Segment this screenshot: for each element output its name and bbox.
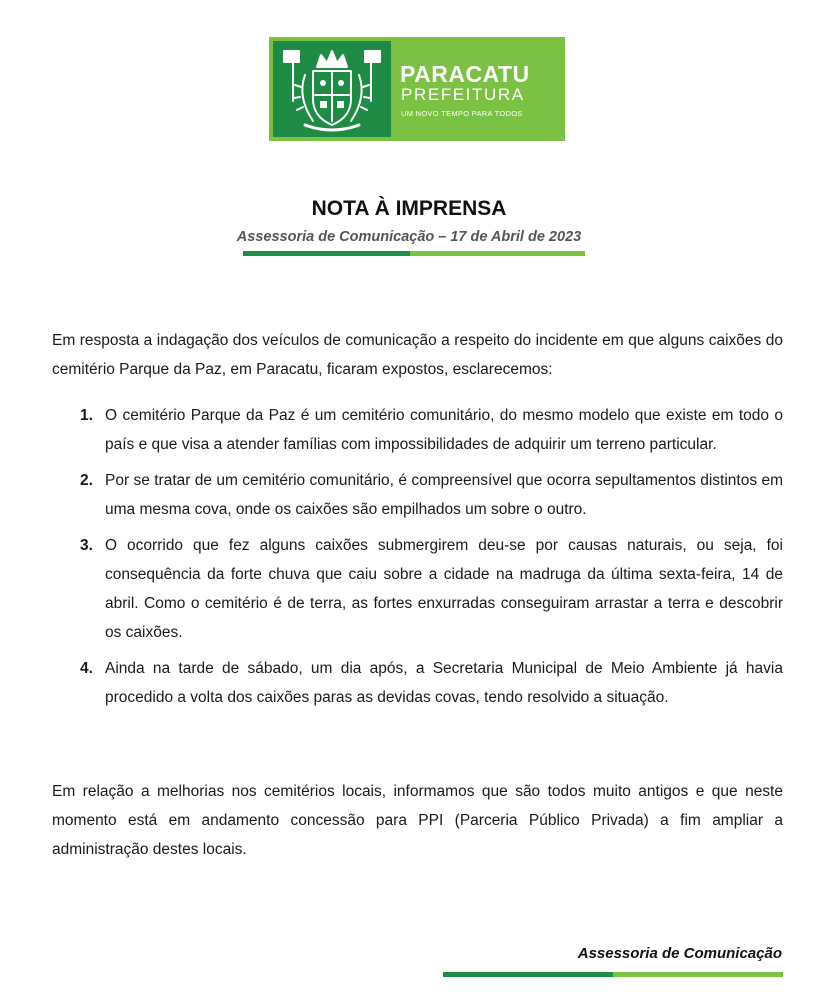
list-item [80, 654, 783, 712]
list-item-text: O cemitério Parque da Paz é um cemitério comunitário, do mesmo modelo que existe em todo o país e que visa a atender famílias com impossibilidades de adquirir um terreno particular. [105, 407, 783, 453]
logo-tagline: UM NOVO TEMPO PARA TODOS [401, 109, 523, 118]
closing-paragraph: Em relação a melhorias nos cemitérios locais, informamos que são todos muito antigos e que neste momento está em andamento concessão para PPI (Parceria Público Privada) a fim ampliar a administração destes locais. [52, 783, 783, 858]
list-item-number: 1. [80, 407, 93, 424]
list-item-text: Ainda na tarde de sábado, um dia após, a Secretaria Municipal de Meio Ambiente já havia procedido a volta dos caixões paras as devidas covas, tendo resolvido a situação. [105, 660, 783, 706]
page-title: NOTA À IMPRENSA [311, 197, 507, 220]
statement-list [80, 401, 783, 719]
footer-rule-dark [443, 972, 613, 977]
list-item [80, 466, 783, 524]
logo-name: PARACATU [400, 61, 530, 87]
footer-rule-light [613, 972, 783, 977]
title-rule-dark [243, 251, 410, 256]
title-rule-light [410, 251, 585, 256]
list-item-number: 4. [80, 660, 93, 677]
list-item-number: 2. [80, 472, 93, 489]
prefeitura-logo [269, 37, 565, 141]
list-item [80, 531, 783, 647]
intro-paragraph: Em resposta a indagação dos veículos de comunicação a respeito do incidente em que alguns caixões do cemitério Parque da Paz, em Paracatu, ficaram expostos, esclarecemos: [52, 332, 783, 378]
list-item [80, 401, 783, 459]
list-item-text: O ocorrido que fez alguns caixões submergirem deu-se por causas naturais, ou seja, foi consequência da forte chuva que caiu sobre a cidade na madruga da última sexta-feira, 14 de abril. Como o cemitério é de terra, as fortes enxurradas conseguiram arrastar a terra e descobrir os caixões. [105, 537, 783, 641]
list-item-number: 3. [80, 537, 93, 554]
coat-of-arms-icon [273, 41, 391, 137]
page-subtitle: Assessoria de Comunicação – 17 de Abril de 2023 [236, 229, 582, 245]
signature: Assessoria de Comunicação [577, 945, 782, 962]
list-item-text: Por se tratar de um cemitério comunitário, é compreensível que ocorra sepultamentos distintos em uma mesma cova, onde os caixões são empilhados um sobre o outro. [105, 472, 783, 518]
logo-subtitle: PREFEITURA [401, 85, 525, 104]
